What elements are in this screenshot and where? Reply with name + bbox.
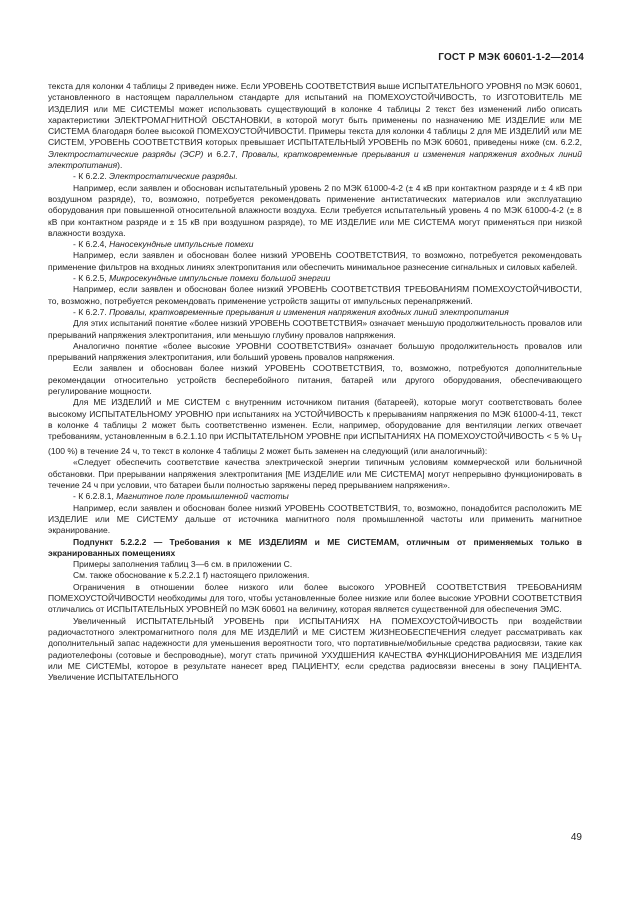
paragraph: Аналогично понятие «более высокие УРОВНИ СООТВЕТСТВИЯ» означает большую продолжительность провалов или прерываний напряжения электропитания, или больший уровень провалов напряжения. <box>48 340 582 363</box>
paragraph: текста для колонки 4 таблицы 2 приведен ниже. Если УРОВЕНЬ СООТВЕТСТВИЯ выше ИСПЫТАТЕЛЬНОГО УРОВНЯ по МЭК 60601, установленного в настоящем параллельном стандарте для испытаний на ПОМЕХОУСТОЙЧИВОСТЬ, то ИЗГОТОВИТЕЛЬ МЕ ИЗДЕЛИЯ или МЕ СИСТЕМЫ может использовать существующий в колонке 4 таблицы 2 текст без изменений либо описать характеристики ЭЛЕКТРОМАГНИТНОЙ ОБСТАНОВКИ, в которой могут быть применены по назначению МЕ ИЗДЕЛИЕ или МЕ СИСТЕМА благодаря более высокой ПОМЕХОУСТОЙЧИВОСТИ. Примеры текста для колонки 4 таблицы 2 для МЕ ИЗДЕЛИЙ или МЕ СИСТЕМ, УРОВЕНЬ СООТВЕТСТВИЯ которых превышает ИСПЫТАТЕЛЬНЫЙ УРОВЕНЬ по МЭК 60601, приведены ниже (см. 6.2.2, Электростатические разряды (ЭСР) и 6.2.7, Провалы, кратковременные прерывания и изменения напряжения входных линий электропитания). <box>48 81 582 171</box>
paragraph: «Следует обеспечить соответствие качества электрической энергии типичным условиям коммерческой или больничной обстановки. При прерывании напряжения электропитания [МЕ ИЗДЕЛИЕ или МЕ СИСТЕМА] могут непрерывно функционировать в течение 24 ч при условии, что батареи были полностью заряжены перед прерыванием напряжения». <box>48 457 582 491</box>
paragraph: Примеры заполнения таблиц 3—6 см. в приложении С. <box>73 559 293 570</box>
paragraph: - К 6.2.2. Электростатические разряды. <box>73 171 238 182</box>
paragraph: См. также обоснование к 5.2.2.1 f) настоящего приложения. <box>73 570 310 581</box>
paragraph: - К 6.2.8.1, Магнитное поле промышленной частоты <box>73 491 289 502</box>
paragraph: Для этих испытаний понятие «более низкий УРОВЕНЬ СООТВЕТСТВИЯ» означает меньшую продолжительность провалов или прерываний напряжения электропитания, или меньшую глубину провалов напряжения. <box>48 318 582 340</box>
paragraph: Например, если заявлен и обоснован испытательный уровень 2 по МЭК 61000-4-2 (± 4 кВ при контактном разряде и ± 4 кВ при воздушном разряде), то, возможно, потребуется рекомендовать применение антистатических материалов или эксплуатацию оборудования при повышенной относительной влажности воздуха. Если требуется испытательный уровень 4 по МЭК 61000-4-2 (± 8 кВ при контактном разряде и ± 15 кВ при воздушном разряде), то МЕ ИЗДЕЛИЕ или МЕ СИСТЕМА могут применяться при низкой влажности воздуха. <box>48 182 582 238</box>
paragraph: Для МЕ ИЗДЕЛИЙ и МЕ СИСТЕМ с внутренним источником питания (батареей), которые могут соответствовать более высокому ИСПЫТАТЕЛЬНОМУ УРОВНЮ при испытаниях на УСТОЙЧИВОСТЬ к прерываниям напряжения по МЭК 61000-4-11, текст в колонке 4 таблицы 2 может быть соответственно изменен. Если, например, оборудование для вентиляции легких отвечает требованиям, установленным в 6.2.1.10 при ИСПЫТАТЕЛЬНОМ УРОВНЕ при ИСПЫТАНИЯХ НА ПОМЕХОУСТОЙЧИВОСТЬ < 5 % $U_T$ (100 %) в течение 24 ч, то текст в колонке 4 таблицы 2 может быть заменен на следующий (или аналогичный): <box>48 397 582 457</box>
paragraph: Увеличенный ИСПЫТАТЕЛЬНЫЙ УРОВЕНЬ при ИСПЫТАНИЯХ НА ПОМЕХОУСТОЙЧИВОСТЬ при воздействии радиочастотного электромагнитного поля для МЕ ИЗДЕЛИЙ и МЕ СИСТЕМ ЖИЗНЕОБЕСПЕЧЕНИЯ следует рассматривать как дополнительный запас надежности для уменьшения вероятности того, что портативные/мобильные средства радиосвязи, такие как радиотелефоны (сотовые и беспроводные), могут стать причиной УХУДШЕНИЯ КАЧЕСТВА ФУНКЦИОНИРОВАНИЯ МЕ ИЗДЕЛИЯ или МЕ СИСТЕМЫ, которое в результате нанесет вред ПАЦИЕНТУ, если средства радиосвязи внесены в зону ПАЦИЕНТА. Увеличение ИСПЫТАТЕЛЬНОГО <box>48 615 582 683</box>
paragraph: - К 6.2.4, Наносекундные импульсные помехи <box>73 239 254 250</box>
paragraph: Например, если заявлен и обоснован более низкий УРОВЕНЬ СООТВЕТСТВИЯ ТРЕБОВАНИЯМ ПОМЕХОУСТОЙЧИВОСТИ, то, возможно, потребуется рекомендовать применение устройств защиты от импульсных перенапряжений. <box>48 284 582 306</box>
paragraph: Например, если заявлен и обоснован более низкий УРОВЕНЬ СООТВЕТСТВИЯ, то возможно, потребуется рекомендовать применение фильтров на входных линиях электропитания или обеспечить минимальное разнесение сигнальных и силовых кабелей. <box>48 250 582 272</box>
paragraph: Если заявлен и обоснован более низкий УРОВЕНЬ СООТВЕТСТВИЯ, то, возможно, потребуются дополнительные рекомендации относительно устройств бесперебойного питания, батарей или другого оборудования, обеспечивающего регулирование мощности. <box>48 363 582 397</box>
paragraph: Ограничения в отношении более низкого или более высокого УРОВНЕЙ СООТВЕТСТВИЯ ТРЕБОВАНИЯМ ПОМЕХОУСТОЙЧИВОСТИ необходимы для того, чтобы установленные более низкие или более высокие УРОВНИ СООТВЕТСТВИЯ отличались от ИСПЫТАТЕЛЬНЫХ УРОВНЕЙ по МЭК 60601 на величину, которая является существенной для обеспечения ЭМС. <box>48 581 582 615</box>
standard-header: ГОСТ Р МЭК 60601-1-2—2014 <box>438 52 584 63</box>
subsection-heading: Подпункт 5.2.2.2 — Требования к МЕ ИЗДЕЛИЯМ и МЕ СИСТЕМАМ, отличным от применяемых только в экранированных помещениях <box>48 536 582 558</box>
page-number: 49 <box>570 832 582 843</box>
paragraph: Например, если заявлен и обоснован более низкий УРОВЕНЬ СООТВЕТСТВИЯ, то, возможно, понадобится расположить МЕ ИЗДЕЛИЕ или МЕ СИСТЕМУ дальше от источника магнитного поля промышленной частоты или применить магнитное экранирование. <box>48 502 582 536</box>
body-text <box>48 81 582 683</box>
paragraph: - К 6.2.5, Микросекундные импульсные помехи большой энергии <box>73 273 331 284</box>
paragraph: - К 6.2.7. Провалы, кратковременные прерывания и изменения напряжения входных линий электропитания <box>73 306 509 317</box>
